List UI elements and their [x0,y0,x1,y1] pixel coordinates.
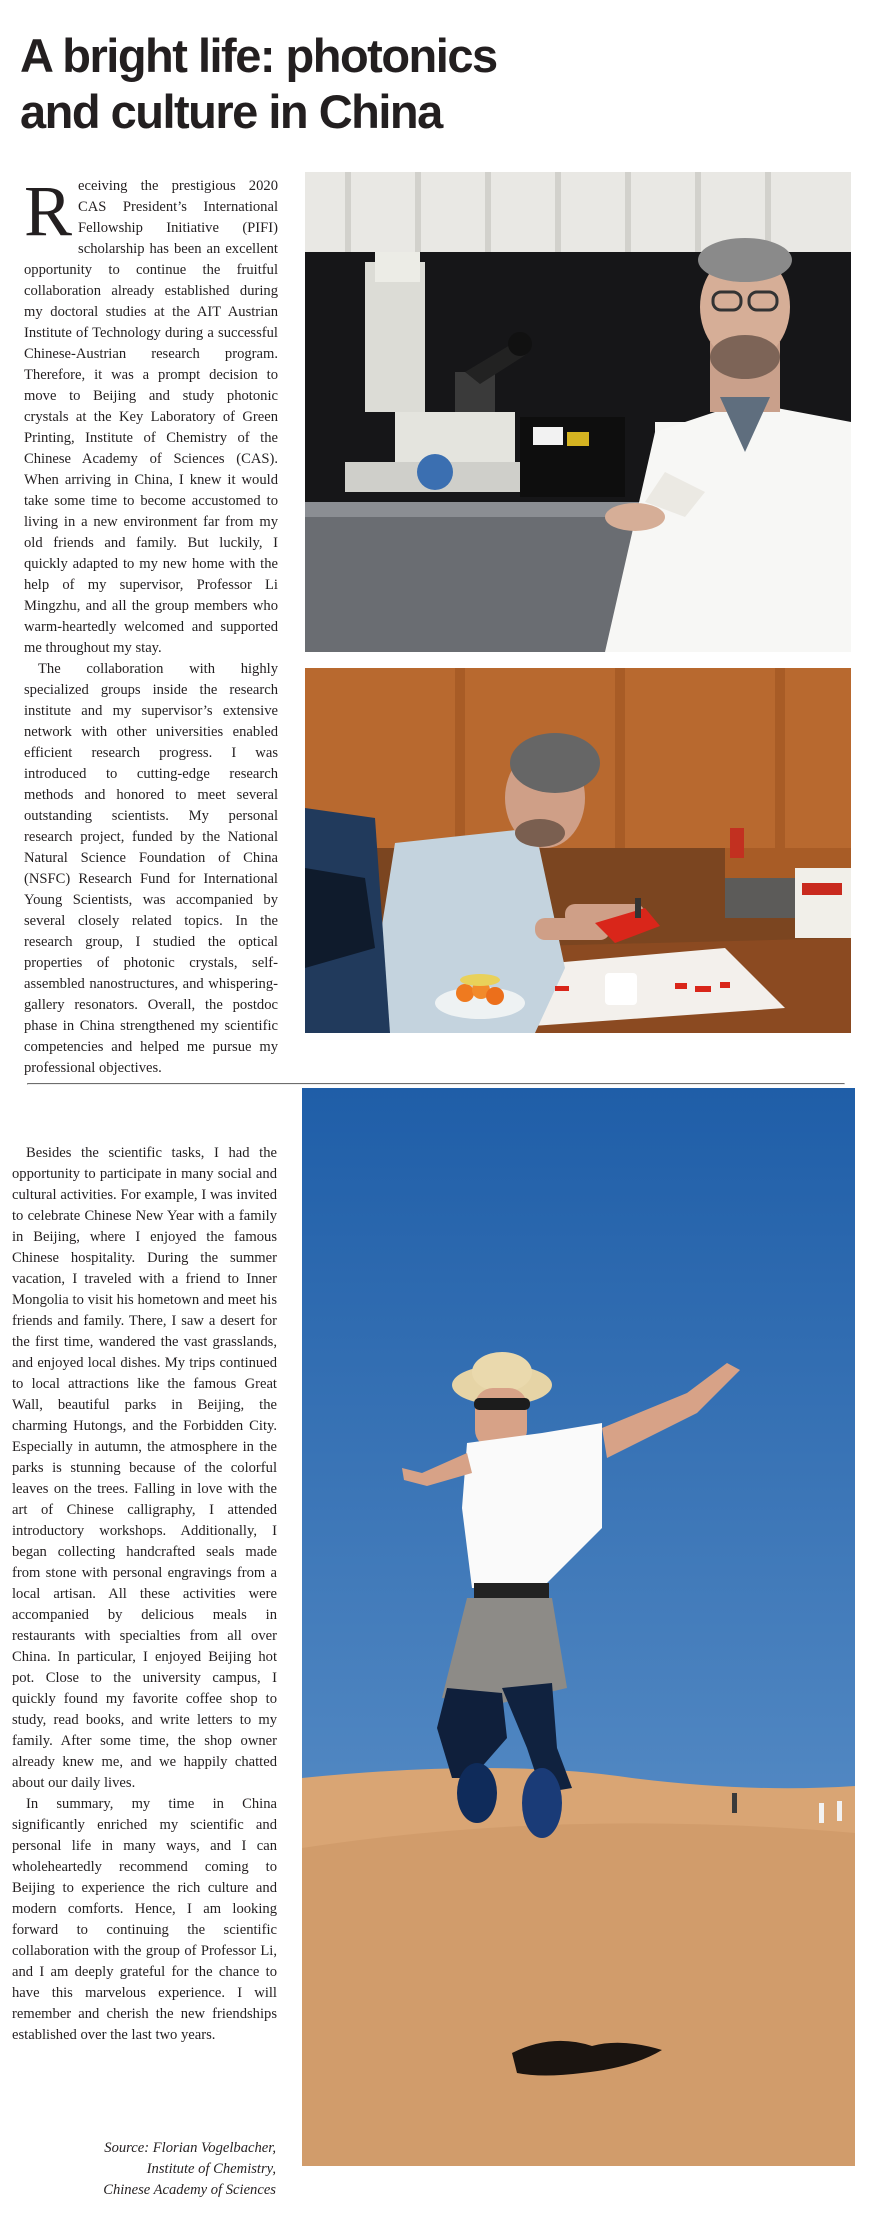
photo-paper-cutting [305,668,851,1033]
section-divider [27,1083,845,1085]
article-column-1 [24,171,278,1079]
source-line-3: Chinese Academy of Sciences [103,2182,276,2198]
source-line-2: Institute of Chemistry, [146,2161,276,2177]
paragraph-intro-text: eceiving the prestigious 2020 CAS President’s International Fellowship Initiative (PIFI) scholarship has been an excellent opportunity to continue the fruitful collaboration already established during my doctoral studies at the AIT Austrian Institute of Technology during a successful Chinese-Austrian research program. Therefore, it was a prompt decision to move to Beijing and study photonic crystals at the Key Laboratory of Green Printing, Institute of Chemistry of the Chinese Academy of Sciences (CAS). When arriving in China, I knew it would take some time to become accustomed to living in a new environment far from my old friends and family. But luckily, I quickly adapted to my new home with the help of my supervisor, Professor Li Mingzhu, and all the group members who warm-heartedly welcomed and supported me throughout my stay. [24,178,278,656]
source-line-1: Source: Florian Vogelbacher, [104,2140,276,2156]
title-line-1: A bright life: photonics [20,29,497,82]
title-line-2: and culture in China [20,85,442,138]
article-title [20,28,620,140]
paragraph-intro [24,171,278,659]
paragraph-summary: In summary, my time in China significantly enriched my scientific and personal life in many ways, and I can wholeheartedly recommend coming to Beijing to experience the rich culture and modern comforts. Hence, I am looking forward to continuing the scientific collaboration with the group of Professor Li, and I am deeply grateful for the chance to have this marvelous experience. I will remember and cherish the new friendships established over the last two years. [12,1796,277,2043]
article-column-2 [12,1143,277,2046]
drop-cap: R [24,171,73,251]
photo-lab-microscope [305,172,851,652]
source-credit [30,2138,276,2201]
paragraph-collaboration: The collaboration with highly specialized groups inside the research institute and my supervisor’s extensive network with other universities enabled efficient research progress. I was introduced to cutting-edge research methods and honored to meet several outstanding scientists. My personal research project, funded by the National Natural Science Foundation of China (NSFC) Research Fund for International Young Scientists, was accompanied by several closely related topics. In the research group, I studied the optical properties of photonic crystals, self-assembled nanostructures, and whispering-gallery resonators. Overall, the postdoc phase in China strengthened my scientific competencies and helped me pursue my professional objectives. [24,661,278,1076]
photo-desert-jump [302,1088,855,2166]
paragraph-culture: Besides the scientific tasks, I had the opportunity to participate in many social and cultural activities. For example, I was invited to celebrate Chinese New Year with a family in Beijing, where I enjoyed the famous Chinese hospitality. During the summer vacation, I traveled with a friend to Inner Mongolia to visit his hometown and meet his friends and family. There, I saw a desert for the first time, wandered the vast grasslands, and enjoyed local dishes. My trips continued to local attractions like the famous Great Wall, beautiful parks in Beijing, the charming Hutongs, and the Forbidden City. Especially in autumn, the atmosphere in the parks is stunning because of the colorful leaves on the trees. Falling in love with the art of Chinese calligraphy, I attended introductory workshops. Additionally, I began collecting handcrafted seals made from stone with personal engravings from a local artisan. All these activities were accompanied by delicious meals in restaurants with specialties from all over China. In particular, I enjoyed Beijing hot pot. Close to the university campus, I quickly found my favorite coffee shop to study, read books, and write letters to my family. After some time, the shop owner already knew me, and we happily chatted about our daily lives. [12,1145,277,1791]
